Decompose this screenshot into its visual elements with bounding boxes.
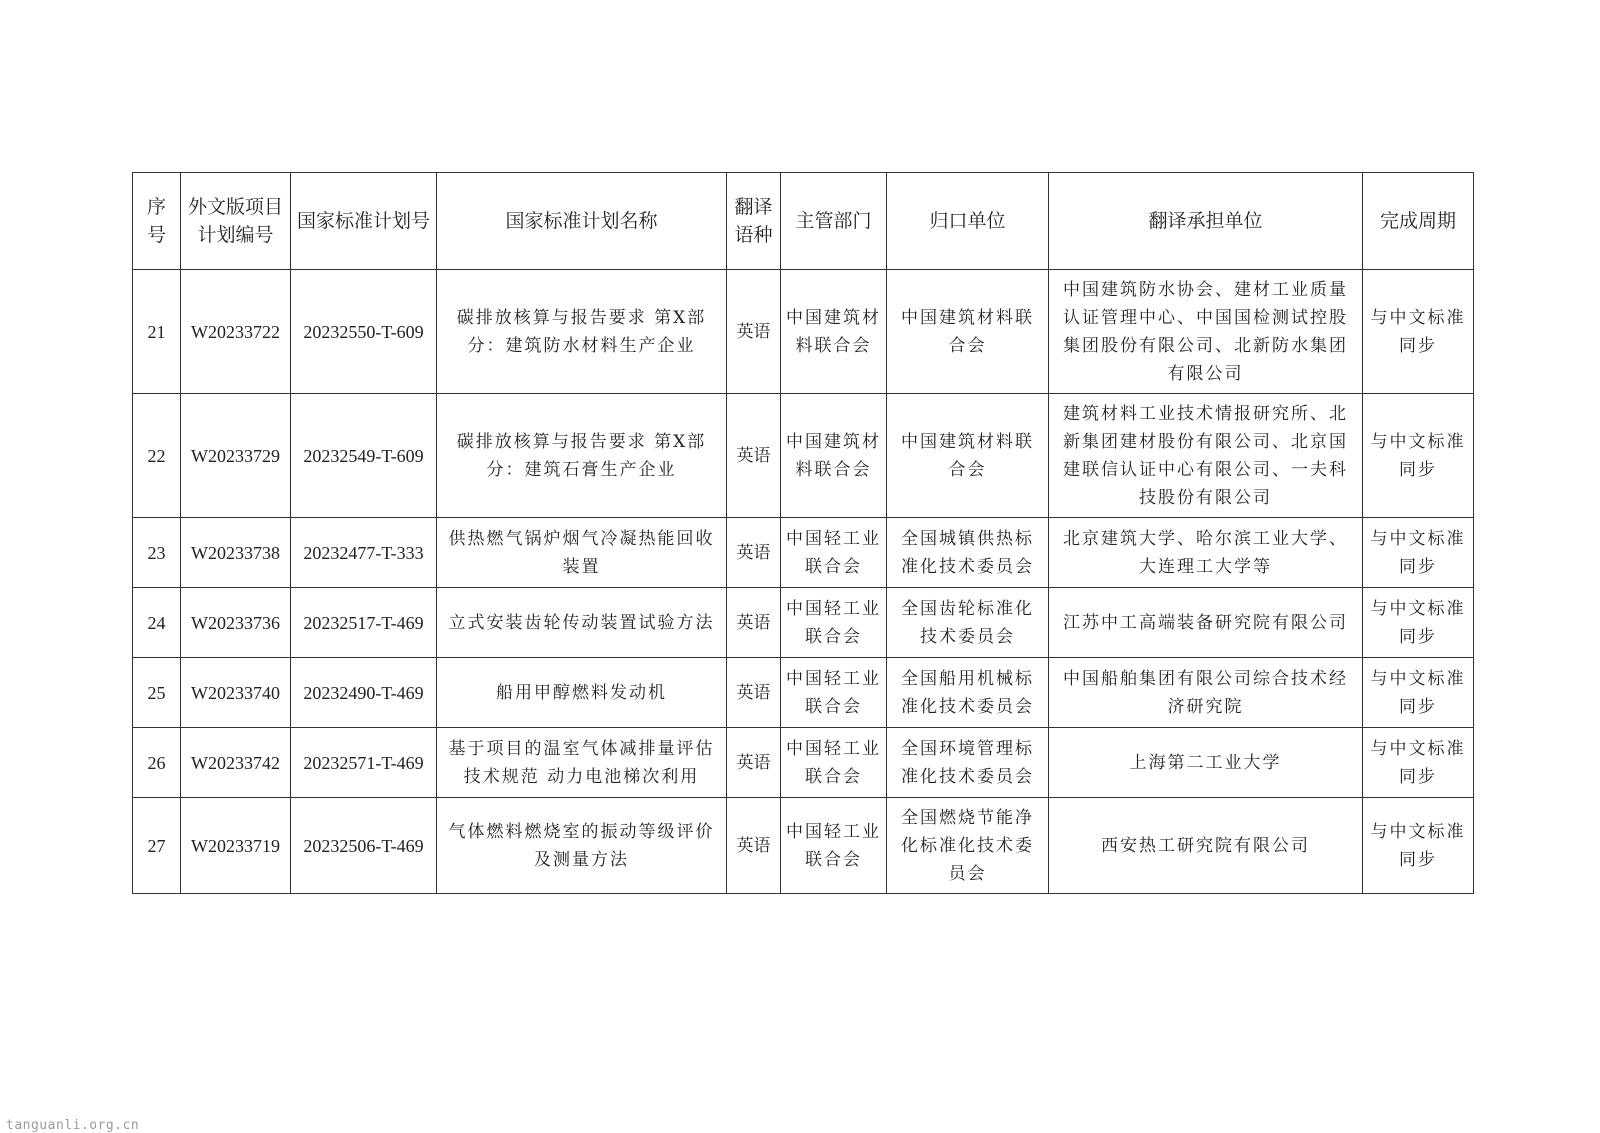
cell-plan-name: 碳排放核算与报告要求 第X部分：建筑防水材料生产企业: [437, 270, 727, 394]
cell-plan-name: 船用甲醇燃料发动机: [437, 658, 727, 728]
cell-responsible-unit: 全国环境管理标准化技术委员会: [887, 728, 1049, 798]
cell-responsible-unit: 全国齿轮标准化技术委员会: [887, 588, 1049, 658]
cell-serial-no: 26: [133, 728, 181, 798]
cell-plan-name: 供热燃气锅炉烟气冷凝热能回收装置: [437, 518, 727, 588]
cell-serial-no: 21: [133, 270, 181, 394]
cell-department: 中国建筑材料联合会: [781, 270, 887, 394]
cell-responsible-unit: 中国建筑材料联合会: [887, 394, 1049, 518]
cell-foreign-plan-no: W20233722: [181, 270, 291, 394]
site-watermark: tanguanli.org.cn: [6, 1118, 140, 1133]
cell-foreign-plan-no: W20233740: [181, 658, 291, 728]
cell-period: 与中文标准同步: [1363, 658, 1474, 728]
cell-translator: 中国船舶集团有限公司综合技术经济研究院: [1049, 658, 1363, 728]
cell-national-plan-no: 20232506-T-469: [291, 798, 437, 894]
cell-department: 中国轻工业联合会: [781, 728, 887, 798]
cell-translator: 西安热工研究院有限公司: [1049, 798, 1363, 894]
table-row: [133, 588, 1474, 658]
cell-period: 与中文标准同步: [1363, 270, 1474, 394]
cell-translator: 江苏中工高端装备研究院有限公司: [1049, 588, 1363, 658]
cell-period: 与中文标准同步: [1363, 394, 1474, 518]
table-row: [133, 798, 1474, 894]
header-translator: 翻译承担单位: [1049, 173, 1363, 270]
cell-foreign-plan-no: W20233738: [181, 518, 291, 588]
cell-national-plan-no: 20232490-T-469: [291, 658, 437, 728]
cell-department: 中国轻工业联合会: [781, 658, 887, 728]
cell-responsible-unit: 全国船用机械标准化技术委员会: [887, 658, 1049, 728]
table-row: [133, 728, 1474, 798]
cell-national-plan-no: 20232550-T-609: [291, 270, 437, 394]
table-row: [133, 658, 1474, 728]
cell-plan-name: 基于项目的温室气体减排量评估技术规范 动力电池梯次利用: [437, 728, 727, 798]
header-period: 完成周期: [1363, 173, 1474, 270]
table-row: [133, 270, 1474, 394]
cell-department: 中国建筑材料联合会: [781, 394, 887, 518]
cell-serial-no: 25: [133, 658, 181, 728]
cell-period: 与中文标准同步: [1363, 518, 1474, 588]
cell-responsible-unit: 全国燃烧节能净化标准化技术委员会: [887, 798, 1049, 894]
table-row: [133, 394, 1474, 518]
table-header-row: [133, 173, 1474, 270]
cell-period: 与中文标准同步: [1363, 728, 1474, 798]
cell-language: 英语: [727, 394, 781, 518]
cell-language: 英语: [727, 798, 781, 894]
cell-language: 英语: [727, 518, 781, 588]
cell-plan-name: 气体燃料燃烧室的振动等级评价及测量方法: [437, 798, 727, 894]
header-foreign-plan-no: 外文版项目计划编号: [181, 173, 291, 270]
cell-foreign-plan-no: W20233736: [181, 588, 291, 658]
header-national-plan-no: 国家标准计划号: [291, 173, 437, 270]
cell-department: 中国轻工业联合会: [781, 798, 887, 894]
cell-translator: 建筑材料工业技术情报研究所、北新集团建材股份有限公司、北京国建联信认证中心有限公司、一夫科技股份有限公司: [1049, 394, 1363, 518]
table-row: [133, 518, 1474, 588]
cell-serial-no: 22: [133, 394, 181, 518]
cell-plan-name: 碳排放核算与报告要求 第X部分：建筑石膏生产企业: [437, 394, 727, 518]
cell-serial-no: 24: [133, 588, 181, 658]
header-department: 主管部门: [781, 173, 887, 270]
cell-language: 英语: [727, 270, 781, 394]
header-serial-no: 序号: [133, 173, 181, 270]
cell-department: 中国轻工业联合会: [781, 518, 887, 588]
cell-foreign-plan-no: W20233742: [181, 728, 291, 798]
cell-translator: 上海第二工业大学: [1049, 728, 1363, 798]
cell-serial-no: 27: [133, 798, 181, 894]
cell-language: 英语: [727, 728, 781, 798]
cell-national-plan-no: 20232571-T-469: [291, 728, 437, 798]
cell-period: 与中文标准同步: [1363, 798, 1474, 894]
header-language: 翻译语种: [727, 173, 781, 270]
cell-department: 中国轻工业联合会: [781, 588, 887, 658]
cell-national-plan-no: 20232549-T-609: [291, 394, 437, 518]
cell-plan-name: 立式安装齿轮传动装置试验方法: [437, 588, 727, 658]
cell-language: 英语: [727, 588, 781, 658]
cell-foreign-plan-no: W20233719: [181, 798, 291, 894]
cell-serial-no: 23: [133, 518, 181, 588]
cell-foreign-plan-no: W20233729: [181, 394, 291, 518]
cell-period: 与中文标准同步: [1363, 588, 1474, 658]
cell-responsible-unit: 全国城镇供热标准化技术委员会: [887, 518, 1049, 588]
standards-plan-table: [132, 172, 1474, 894]
cell-translator: 北京建筑大学、哈尔滨工业大学、大连理工大学等: [1049, 518, 1363, 588]
cell-national-plan-no: 20232517-T-469: [291, 588, 437, 658]
cell-translator: 中国建筑防水协会、建材工业质量认证管理中心、中国国检测试控股集团股份有限公司、北新防水集团有限公司: [1049, 270, 1363, 394]
cell-responsible-unit: 中国建筑材料联合会: [887, 270, 1049, 394]
cell-national-plan-no: 20232477-T-333: [291, 518, 437, 588]
header-responsible-unit: 归口单位: [887, 173, 1049, 270]
cell-language: 英语: [727, 658, 781, 728]
header-plan-name: 国家标准计划名称: [437, 173, 727, 270]
